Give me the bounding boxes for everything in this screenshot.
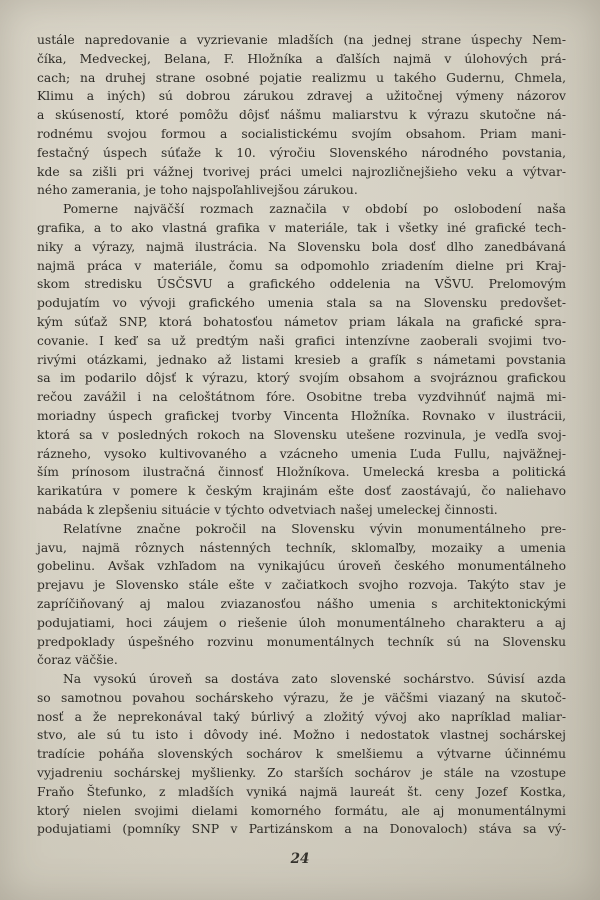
text-line: ším prínosom ilustračná činnosť Hložníkova. Umelecká kresba a politická bbox=[37, 465, 566, 480]
text-line: nosť a že neprekonával taký búrlivý a zložitý vývoj ako napríklad maliar- bbox=[37, 709, 566, 724]
text-line: ktorý nielen svojimi dielami komorného formátu, ale aj monumentálnymi bbox=[37, 803, 566, 818]
text-line: cach; na druhej strane osobné pojatie realizmu u takého Gudernu, Chmela, bbox=[37, 70, 566, 85]
text-line: a skúseností, ktoré pomôžu dôjsť nášmu maliarstvu k výrazu skutočne ná- bbox=[37, 108, 566, 123]
text-line: rečou zavážil i na celoštátnom fóre. Osobitne treba vyzdvihnúť najmä mi- bbox=[37, 390, 566, 405]
text-line: podujatiami, hoci záujem o riešenie úloh monumentálneho charakteru a aj bbox=[37, 615, 566, 630]
text-line: podujatím vo vývoji grafického umenia stala sa na Slovensku predovšet- bbox=[37, 296, 566, 311]
text-line: sa im podarilo dôjsť k výrazu, ktorý svojím obsahom a svojráznou grafickou bbox=[37, 371, 566, 386]
text-line: Fraňo Štefunko, z mladších vyniká najmä laureát št. ceny Jozef Kostka, bbox=[37, 784, 566, 799]
text-line: čoraz väčšie. bbox=[37, 653, 118, 668]
text-line: vyjadreniu sochárskej myšlienky. Zo starších sochárov je stále na vzostupe bbox=[37, 766, 566, 781]
text-line: ktorá sa v posledných rokoch na Slovensku utešene rozvinula, je vedľa svoj- bbox=[37, 427, 566, 442]
text-line: kým súťaž SNP, ktorá bohatosťou námetov priam lákala na grafické spra- bbox=[37, 314, 566, 329]
text-line: skom stredisku ÚSČSVU a grafického oddelenia na VŠVU. Prelomovým bbox=[37, 277, 566, 292]
text-line: rodnému svojou formou a socialistickému svojím obsahom. Priam mani- bbox=[37, 126, 566, 141]
text-line: Na vysokú úroveň sa dostáva zato slovenské sochárstvo. Súvisí azda bbox=[63, 672, 566, 687]
text-line: moriadny úspech grafickej tvorby Vincenta Hložníka. Rovnako v ilustrácii, bbox=[37, 408, 566, 423]
text-line: nabáda k zlepšeniu situácie v týchto odvetviach našej umeleckej činnosti. bbox=[37, 502, 498, 517]
text-line: rivými otázkami, jednako až listami kresieb a grafík s námetami povstania bbox=[37, 352, 566, 367]
text-line: zapríčiňovaný aj malou zviazanosťou nášho umenia s architektonickými bbox=[37, 596, 566, 611]
paragraph bbox=[37, 31, 566, 200]
text-line: stvo, ale sú tu isto i dôvody iné. Možno i nedostatok vlastnej sochárskej bbox=[37, 728, 566, 743]
text-line: číka, Medveckej, Belana, F. Hložníka a ďalších najmä v úlohových prá- bbox=[37, 51, 566, 66]
text-line: tradície poháňa slovenských sochárov k smelšiemu a výtvarne účinnému bbox=[37, 747, 566, 762]
text-line: ustále napredovanie a vyzrievanie mladších (na jednej strane úspechy Nem- bbox=[37, 33, 566, 47]
paragraph bbox=[37, 670, 566, 839]
text-block bbox=[37, 31, 566, 839]
text-line: Pomerne najväčší rozmach zaznačila v období po oslobodení naša bbox=[63, 202, 566, 217]
text-line: grafika, a to ako vlastná grafika v materiále, tak i všetky iné grafické tech- bbox=[37, 220, 566, 235]
paragraph bbox=[37, 200, 566, 520]
text-line: gobelinu. Avšak vzhľadom na vynikajúcu úroveň českého monumentálneho bbox=[37, 559, 566, 574]
text-line: so samotnou povahou sochárskeho výrazu, že je väčšmi viazaný na skutoč- bbox=[37, 690, 566, 705]
text-line: ného zamerania, je toho najspoľahlivejšou zárukou. bbox=[37, 183, 358, 198]
text-line: javu, najmä rôznych nástenných techník, sklomaľby, mozaiky a umenia bbox=[37, 540, 566, 555]
text-line: covanie. I keď sa už predtým naši grafici intenzívne zaoberali svojimi tvo- bbox=[37, 333, 566, 348]
text-line: Klimu a iných) sú dobrou zárukou zdravej a užitočnej výmeny názorov bbox=[37, 89, 566, 104]
text-line: podujatiami (pomníky SNP v Partizánskom a na Donovaloch) stáva sa vý- bbox=[37, 822, 566, 837]
text-line: najmä práca v materiále, čomu sa odpomohlo zriadením dielne pri Kraj- bbox=[37, 258, 566, 273]
page-number: 24 bbox=[290, 851, 310, 867]
text-line: karikatúra v pomere k českým krajinám ešte dosť zaostávajú, čo naliehavo bbox=[37, 484, 566, 499]
text-line: niky a výrazy, najmä ilustrácia. Na Slovensku bola dosť dlho zanedbávaná bbox=[37, 239, 566, 254]
text-line: prejavu je Slovensko stále ešte v začiatkoch svojho rozvoja. Takýto stav je bbox=[37, 578, 566, 593]
text-line: kde sa zišli pri vážnej tvorivej práci umelci najrozličnejšieho veku a výtvar- bbox=[37, 164, 566, 179]
text-line: festačný úspech súťaže k 10. výročiu Slovenského národného povstania, bbox=[37, 145, 566, 160]
text-line: predpoklady úspešného rozvinu monumentálnych techník sú na Slovensku bbox=[37, 634, 566, 649]
paragraph bbox=[37, 520, 566, 670]
text-line: Relatívne značne pokročil na Slovensku vývin monumentálneho pre- bbox=[63, 521, 566, 536]
text-line: rázneho, vysoko kultivovaného a vzácneho umenia Ľuda Fullu, najväžnej- bbox=[37, 446, 566, 461]
